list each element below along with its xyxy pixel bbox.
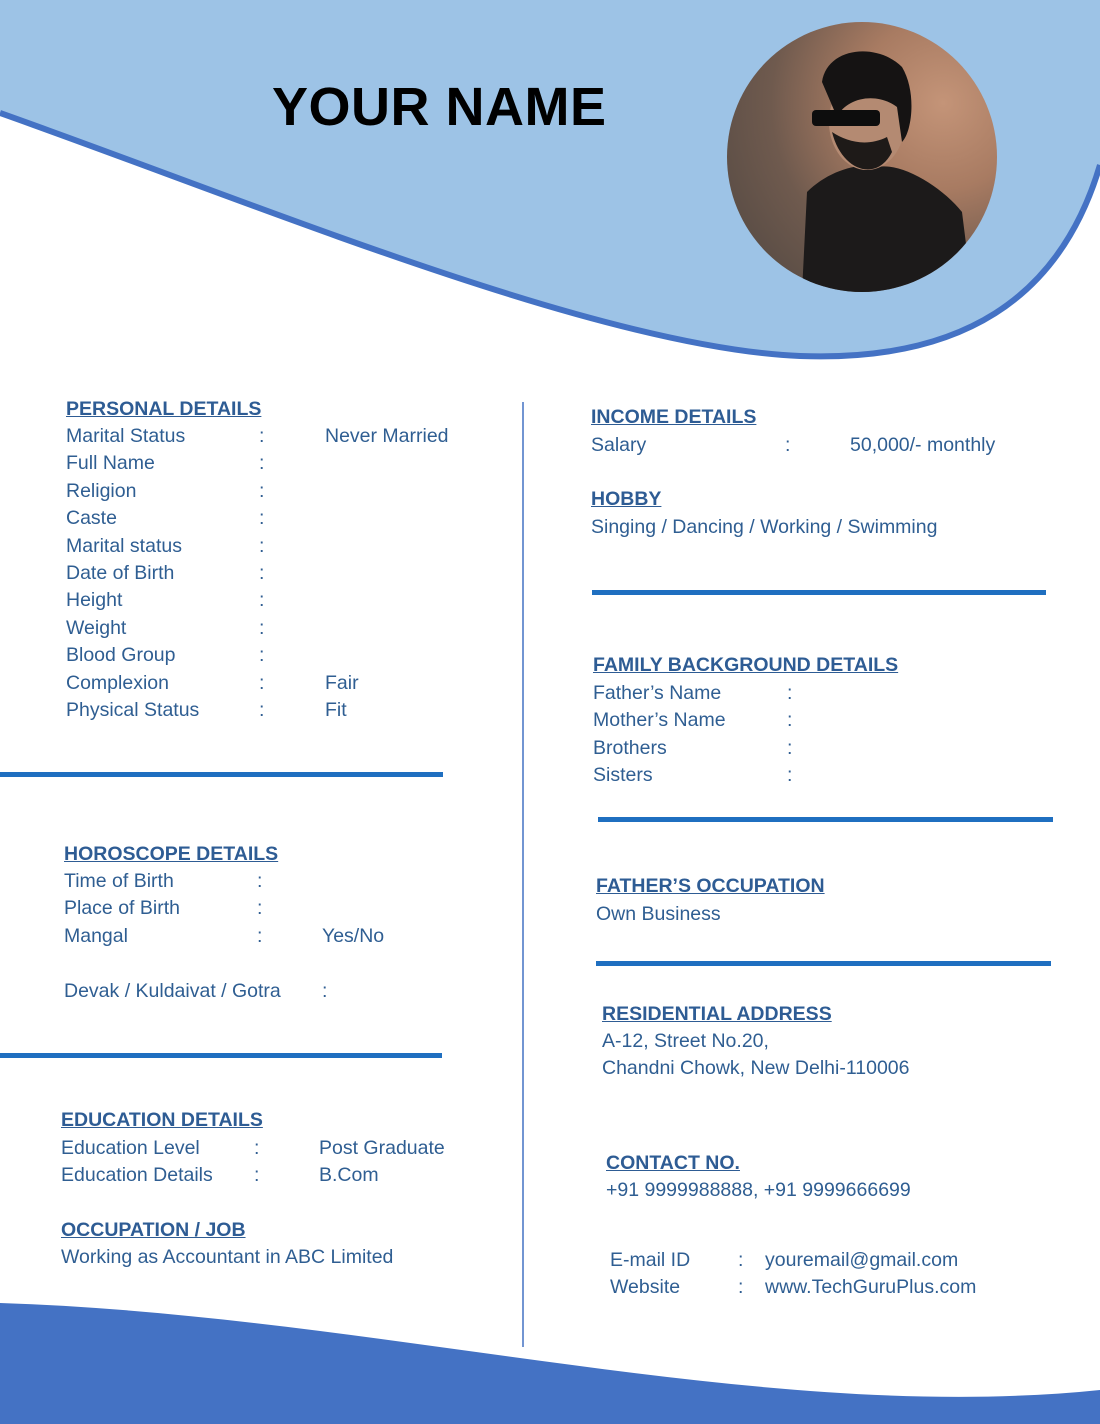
divider <box>592 590 1046 595</box>
separator: : <box>259 671 265 694</box>
income-heading: INCOME DETAILS <box>591 406 757 428</box>
field-label: Brothers <box>593 736 667 759</box>
father-occupation-heading: FATHER’S OCCUPATION <box>596 875 825 897</box>
divider <box>596 961 1051 966</box>
occupation-heading: OCCUPATION / JOB <box>61 1219 246 1241</box>
profile-photo <box>727 22 997 292</box>
footer-wave <box>0 1303 1100 1424</box>
field-label: Father’s Name <box>593 682 722 704</box>
address-line-1: A-12, Street No.20, <box>602 1030 769 1052</box>
field-label: Religion <box>66 479 137 502</box>
devak-label: Devak / Kuldaivat / Gotra <box>64 980 281 1002</box>
field-value: Fair <box>325 671 359 694</box>
separator: : <box>787 764 793 787</box>
hobby-heading: HOBBY <box>591 488 662 510</box>
separator: : <box>259 699 265 721</box>
separator: : <box>259 507 265 530</box>
field-value: Never Married <box>325 425 449 447</box>
separator: : <box>787 736 793 759</box>
address-line-2: Chandni Chowk, New Delhi-110006 <box>602 1057 910 1079</box>
name-title: YOUR NAME <box>272 77 607 137</box>
separator: : <box>254 1137 260 1159</box>
separator: : <box>254 1164 260 1187</box>
separator: : <box>322 980 328 1002</box>
field-value: B.Com <box>319 1164 379 1187</box>
separator: : <box>787 682 793 704</box>
divider <box>0 1053 442 1058</box>
field-label: Date of Birth <box>66 562 175 584</box>
salary-label: Salary <box>591 434 647 456</box>
field-label: Mangal <box>64 924 128 947</box>
occupation-text: Working as Accountant in ABC Limited <box>61 1246 394 1268</box>
family-heading: FAMILY BACKGROUND DETAILS <box>593 654 899 676</box>
education-heading: EDUCATION DETAILS <box>61 1109 263 1131</box>
field-value: Post Graduate <box>319 1137 445 1159</box>
field-label: Weight <box>66 616 127 639</box>
separator: : <box>257 870 263 892</box>
website-label: Website <box>610 1276 681 1298</box>
email-label: E-mail ID <box>610 1249 691 1271</box>
address-heading: RESIDENTIAL ADDRESS <box>602 1003 832 1025</box>
field-label: Physical Status <box>66 699 200 721</box>
separator: : <box>259 479 265 502</box>
hobby-text: Singing / Dancing / Working / Swimming <box>591 516 938 538</box>
separator: : <box>785 434 791 456</box>
field-label: Complexion <box>66 671 169 694</box>
separator: : <box>257 897 263 920</box>
separator: : <box>738 1249 744 1271</box>
contact-heading: CONTACT NO. <box>606 1152 740 1174</box>
father-occupation-text: Own Business <box>596 903 721 925</box>
field-label: Caste <box>66 507 117 530</box>
field-label: Education Level <box>61 1137 200 1159</box>
email-value[interactable]: youremail@gmail.com <box>765 1249 959 1271</box>
field-value: Fit <box>325 699 347 721</box>
horoscope-heading: HOROSCOPE DETAILS <box>64 843 279 865</box>
personal-heading: PERSONAL DETAILS <box>66 398 262 420</box>
separator: : <box>257 924 263 947</box>
phone-numbers: +91 9999988888, +91 9999666699 <box>606 1179 911 1201</box>
field-label: Education Details <box>61 1164 213 1187</box>
field-label: Marital Status <box>66 425 186 447</box>
separator: : <box>259 644 265 667</box>
field-label: Blood Group <box>66 644 176 667</box>
separator: : <box>259 425 265 447</box>
field-label: Full Name <box>66 452 155 475</box>
divider <box>0 772 443 777</box>
separator: : <box>259 616 265 639</box>
separator: : <box>259 589 265 612</box>
field-value: Yes/No <box>322 924 385 947</box>
field-label: Time of Birth <box>64 870 174 892</box>
field-label: Height <box>66 589 123 612</box>
separator: : <box>787 709 793 732</box>
divider <box>598 817 1053 822</box>
separator: : <box>259 534 265 557</box>
separator: : <box>259 452 265 475</box>
salary-value: 50,000/- monthly <box>850 434 996 456</box>
field-label: Mother’s Name <box>593 709 726 732</box>
separator: : <box>738 1276 744 1298</box>
website-value[interactable]: www.TechGuruPlus.com <box>765 1276 977 1298</box>
field-label: Sisters <box>593 764 653 787</box>
field-label: Marital status <box>66 534 182 557</box>
separator: : <box>259 562 265 584</box>
field-label: Place of Birth <box>64 897 180 920</box>
